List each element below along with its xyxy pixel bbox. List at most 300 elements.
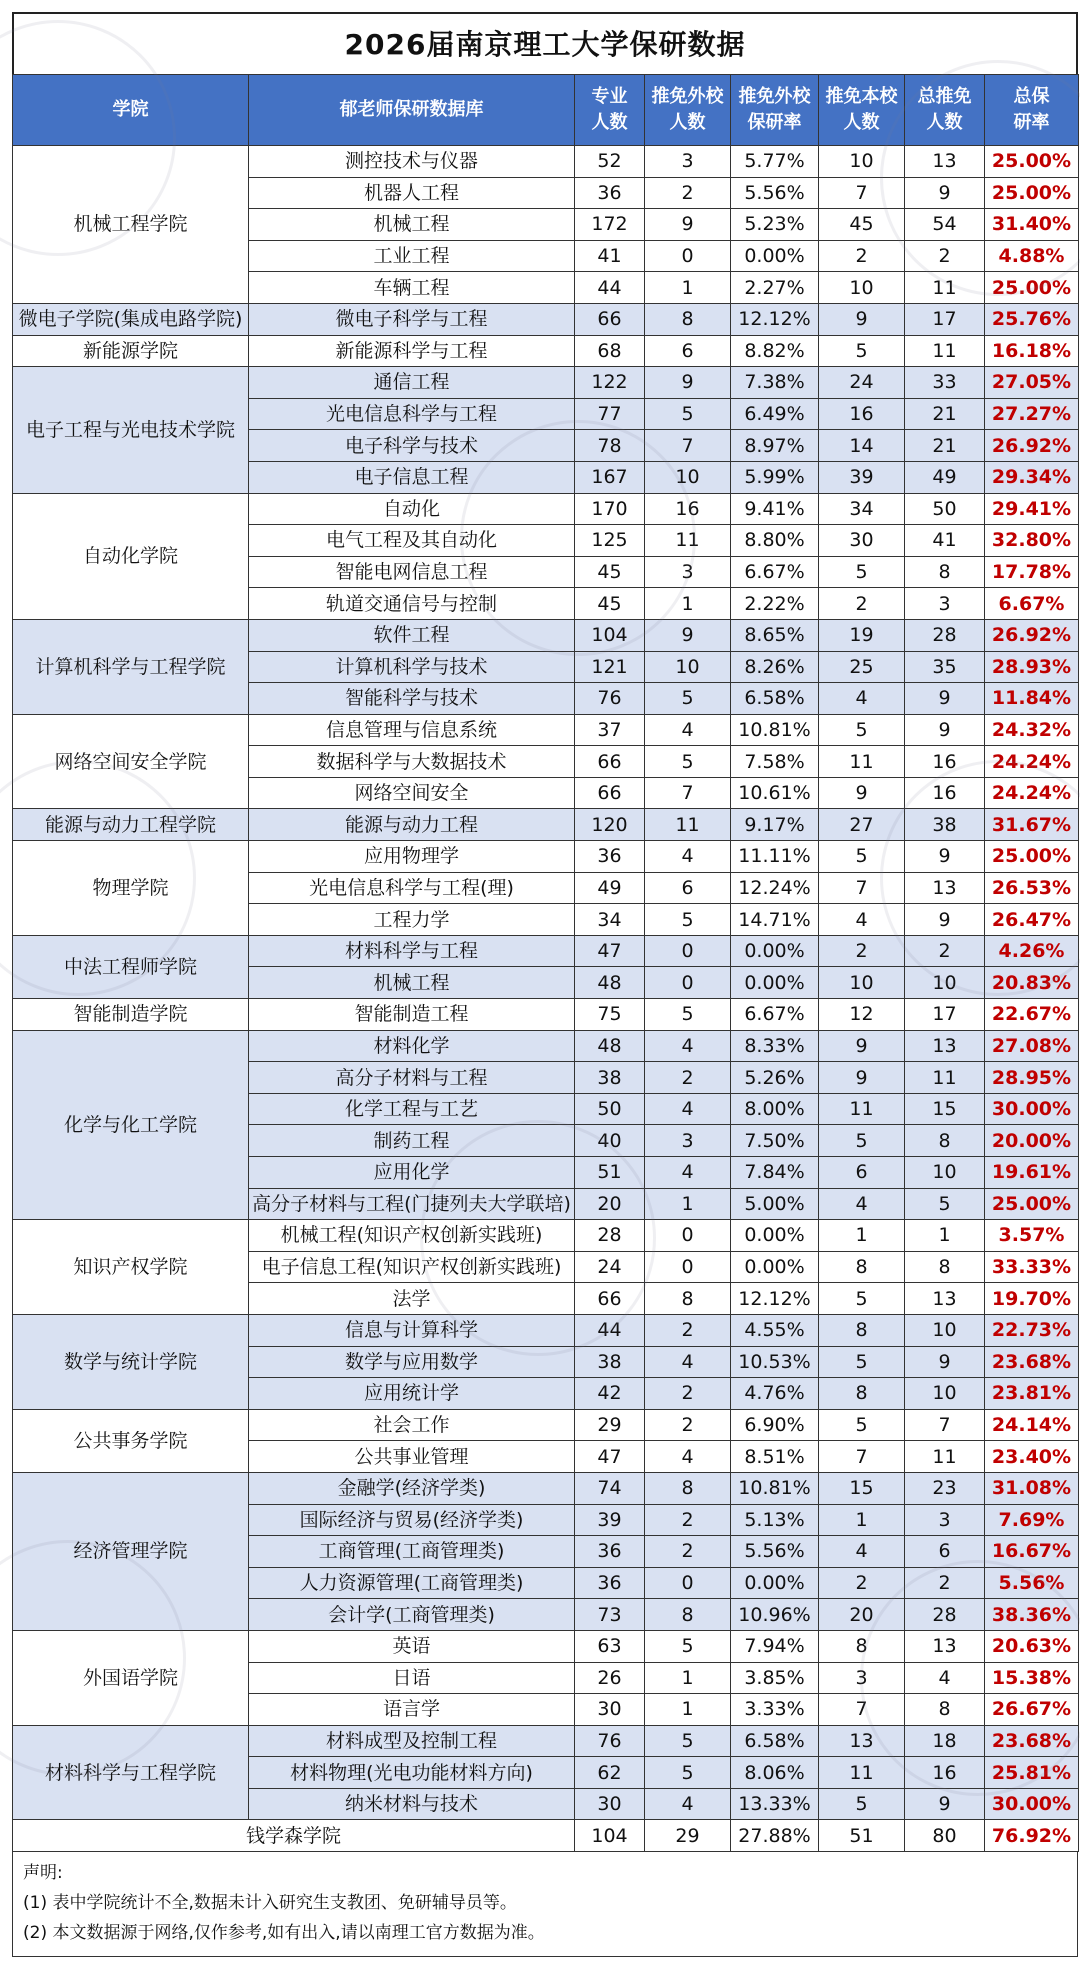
value-cell: 30 [575,1788,645,1820]
college-cell: 物理学院 [13,841,249,936]
value-cell: 37 [575,714,645,746]
major-cell: 国际经济与贸易(经济学类) [249,1504,575,1536]
column-header-4 [645,75,731,146]
major-cell: 网络空间安全 [249,777,575,809]
college-cell: 能源与动力工程学院 [13,809,249,841]
column-header-line: 学院 [112,99,149,120]
value-cell: 19 [819,619,905,651]
column-header-line: 人数 [591,112,628,133]
value-cell: 16 [905,746,985,778]
total-rate-cell: 20.83% [985,967,1079,999]
college-cell: 微电子学院(集成电路学院) [13,303,249,335]
value-cell: 7 [819,1694,905,1726]
value-cell: 9 [819,303,905,335]
major-cell: 电气工程及其自动化 [249,525,575,557]
value-cell: 4.55% [731,1314,819,1346]
value-cell: 38 [575,1346,645,1378]
value-cell: 5.56% [731,177,819,209]
value-cell: 0 [645,967,731,999]
value-cell: 54 [905,209,985,241]
value-cell: 1 [645,1694,731,1726]
value-cell: 167 [575,461,645,493]
value-cell: 38 [575,1062,645,1094]
total-rate-cell: 31.67% [985,809,1079,841]
value-cell: 9 [819,1030,905,1062]
value-cell: 5.26% [731,1062,819,1094]
value-cell: 9 [645,619,731,651]
total-rate-cell: 24.24% [985,746,1079,778]
value-cell: 47 [575,1441,645,1473]
value-cell: 27.88% [731,1820,819,1852]
value-cell: 9 [905,1788,985,1820]
value-cell: 20 [575,1188,645,1220]
value-cell: 4 [645,1030,731,1062]
data-table [12,74,1079,1852]
value-cell: 6 [645,335,731,367]
header-row [13,75,1079,146]
value-cell: 5 [645,746,731,778]
value-cell: 170 [575,493,645,525]
value-cell: 49 [575,872,645,904]
total-rate-cell: 76.92% [985,1820,1079,1852]
value-cell: 39 [819,461,905,493]
total-rate-cell: 24.32% [985,714,1079,746]
value-cell: 5 [819,335,905,367]
value-cell: 29 [645,1820,731,1852]
total-rate-cell: 15.38% [985,1662,1079,1694]
value-cell: 75 [575,999,645,1031]
major-cell: 会计学(工商管理类) [249,1599,575,1631]
value-cell: 5.23% [731,209,819,241]
table-row [13,714,1079,746]
column-header-line: 推免外校 [738,86,811,107]
value-cell: 4 [905,1662,985,1694]
table-row [13,1314,1079,1346]
total-rate-cell: 4.26% [985,935,1079,967]
major-cell: 数据科学与大数据技术 [249,746,575,778]
table-row [13,1472,1079,1504]
table-row [13,935,1079,967]
value-cell: 5 [645,999,731,1031]
value-cell: 8 [645,303,731,335]
value-cell: 29 [575,1409,645,1441]
value-cell: 11 [905,1062,985,1094]
column-header-1 [13,75,249,146]
value-cell: 7 [819,177,905,209]
value-cell: 9 [819,777,905,809]
value-cell: 4 [645,714,731,746]
value-cell: 12.24% [731,872,819,904]
total-rate-cell: 31.08% [985,1472,1079,1504]
total-rate-cell: 27.08% [985,1030,1079,1062]
value-cell: 6.67% [731,556,819,588]
value-cell: 66 [575,777,645,809]
column-header-8 [985,75,1079,146]
major-cell: 机械工程 [249,209,575,241]
total-rate-cell: 19.70% [985,1283,1079,1315]
column-header-2 [249,75,575,146]
value-cell: 8.06% [731,1757,819,1789]
value-cell: 7 [905,1409,985,1441]
value-cell: 5 [819,1346,905,1378]
value-cell: 4.76% [731,1378,819,1410]
value-cell: 34 [819,493,905,525]
value-cell: 9.17% [731,809,819,841]
value-cell: 8 [905,1694,985,1726]
table-row [13,1630,1079,1662]
table-row [13,999,1079,1031]
value-cell: 10 [645,651,731,683]
major-cell: 英语 [249,1630,575,1662]
value-cell: 49 [905,461,985,493]
major-cell: 应用化学 [249,1157,575,1189]
value-cell: 3 [905,588,985,620]
value-cell: 7.84% [731,1157,819,1189]
value-cell: 34 [575,904,645,936]
table-row [13,146,1079,178]
college-cell: 公共事务学院 [13,1409,249,1472]
value-cell: 3 [645,556,731,588]
value-cell: 2 [905,240,985,272]
value-cell: 10 [819,272,905,304]
value-cell: 36 [575,1536,645,1568]
value-cell: 48 [575,967,645,999]
total-rate-cell: 22.73% [985,1314,1079,1346]
total-rate-cell: 19.61% [985,1157,1079,1189]
value-cell: 1 [645,1662,731,1694]
value-cell: 10 [819,967,905,999]
value-cell: 13 [905,146,985,178]
total-rate-cell: 25.81% [985,1757,1079,1789]
total-rate-cell: 23.68% [985,1725,1079,1757]
value-cell: 1 [645,588,731,620]
major-cell: 纳米材料与技术 [249,1788,575,1820]
value-cell: 6.49% [731,398,819,430]
college-cell: 钱学森学院 [13,1820,575,1852]
value-cell: 17 [905,999,985,1031]
total-rate-cell: 30.00% [985,1093,1079,1125]
major-cell: 能源与动力工程 [249,809,575,841]
value-cell: 9 [645,209,731,241]
total-rate-cell: 23.81% [985,1378,1079,1410]
value-cell: 76 [575,1725,645,1757]
value-cell: 5.13% [731,1504,819,1536]
major-cell: 应用统计学 [249,1378,575,1410]
value-cell: 5.77% [731,146,819,178]
value-cell: 0 [645,1220,731,1252]
college-cell: 计算机科学与工程学院 [13,619,249,714]
value-cell: 74 [575,1472,645,1504]
table-row [13,367,1079,399]
column-header-line: 总保 [1013,86,1050,107]
value-cell: 13.33% [731,1788,819,1820]
major-cell: 机械工程 [249,967,575,999]
major-cell: 高分子材料与工程 [249,1062,575,1094]
value-cell: 8 [905,1125,985,1157]
value-cell: 44 [575,1314,645,1346]
value-cell: 2 [819,935,905,967]
value-cell: 2.22% [731,588,819,620]
major-cell: 车辆工程 [249,272,575,304]
value-cell: 8 [645,1599,731,1631]
value-cell: 104 [575,619,645,651]
value-cell: 8 [819,1630,905,1662]
value-cell: 11 [819,746,905,778]
value-cell: 0 [645,1251,731,1283]
value-cell: 11 [819,1757,905,1789]
value-cell: 62 [575,1757,645,1789]
value-cell: 5.99% [731,461,819,493]
value-cell: 12.12% [731,303,819,335]
value-cell: 5 [645,398,731,430]
total-rate-cell: 31.40% [985,209,1079,241]
value-cell: 4 [645,1788,731,1820]
value-cell: 13 [819,1725,905,1757]
major-cell: 材料成型及控制工程 [249,1725,575,1757]
total-rate-cell: 7.69% [985,1504,1079,1536]
college-cell: 中法工程师学院 [13,935,249,998]
table-row [13,1220,1079,1252]
major-cell: 自动化 [249,493,575,525]
value-cell: 28 [575,1220,645,1252]
value-cell: 20 [819,1599,905,1631]
college-cell: 经济管理学院 [13,1472,249,1630]
value-cell: 5 [645,1630,731,1662]
value-cell: 121 [575,651,645,683]
total-rate-cell: 25.00% [985,146,1079,178]
total-rate-cell: 20.00% [985,1125,1079,1157]
major-cell: 日语 [249,1662,575,1694]
value-cell: 36 [575,177,645,209]
value-cell: 78 [575,430,645,462]
value-cell: 7 [645,777,731,809]
value-cell: 66 [575,303,645,335]
value-cell: 10.81% [731,1472,819,1504]
value-cell: 2 [645,1409,731,1441]
major-cell: 工商管理(工商管理类) [249,1536,575,1568]
note-item-1: (1) 表中学院统计不全,数据未计入研究生支教团、免研辅导员等。 [23,1893,517,1914]
value-cell: 1 [905,1220,985,1252]
value-cell: 14 [819,430,905,462]
major-cell: 信息管理与信息系统 [249,714,575,746]
page-title: 2026届南京理工大学保研数据 [12,12,1078,74]
value-cell: 4 [645,1157,731,1189]
value-cell: 21 [905,398,985,430]
value-cell: 4 [645,841,731,873]
value-cell: 11 [905,272,985,304]
value-cell: 10.81% [731,714,819,746]
value-cell: 5 [645,1757,731,1789]
table-row [13,493,1079,525]
value-cell: 4 [819,683,905,715]
value-cell: 8.00% [731,1093,819,1125]
value-cell: 16 [645,493,731,525]
total-rate-cell: 33.33% [985,1251,1079,1283]
value-cell: 2 [645,1378,731,1410]
value-cell: 4 [819,904,905,936]
value-cell: 76 [575,683,645,715]
value-cell: 8.97% [731,430,819,462]
value-cell: 2.27% [731,272,819,304]
total-rate-cell: 25.00% [985,272,1079,304]
value-cell: 52 [575,146,645,178]
major-cell: 金融学(经济学类) [249,1472,575,1504]
table-row [13,1820,1079,1852]
value-cell: 1 [819,1504,905,1536]
value-cell: 13 [905,872,985,904]
value-cell: 45 [819,209,905,241]
major-cell: 光电信息科学与工程 [249,398,575,430]
value-cell: 9.41% [731,493,819,525]
table-row [13,1725,1079,1757]
value-cell: 8.80% [731,525,819,557]
major-cell: 新能源科学与工程 [249,335,575,367]
total-rate-cell: 22.67% [985,999,1079,1031]
major-cell: 测控技术与仪器 [249,146,575,178]
value-cell: 9 [645,367,731,399]
total-rate-cell: 32.80% [985,525,1079,557]
total-rate-cell: 23.40% [985,1441,1079,1473]
college-cell: 自动化学院 [13,493,249,619]
value-cell: 8 [905,1251,985,1283]
value-cell: 5 [819,556,905,588]
major-cell: 机械工程(知识产权创新实践班) [249,1220,575,1252]
value-cell: 36 [575,1567,645,1599]
college-cell: 材料科学与工程学院 [13,1725,249,1820]
major-cell: 智能电网信息工程 [249,556,575,588]
value-cell: 5 [819,841,905,873]
value-cell: 6 [905,1536,985,1568]
college-cell: 化学与化工学院 [13,1030,249,1220]
total-rate-cell: 4.88% [985,240,1079,272]
college-cell: 数学与统计学院 [13,1314,249,1409]
value-cell: 9 [905,177,985,209]
value-cell: 33 [905,367,985,399]
value-cell: 66 [575,1283,645,1315]
value-cell: 2 [645,1314,731,1346]
total-rate-cell: 26.53% [985,872,1079,904]
major-cell: 微电子科学与工程 [249,303,575,335]
value-cell: 104 [575,1820,645,1852]
value-cell: 40 [575,1125,645,1157]
value-cell: 2 [905,935,985,967]
value-cell: 5.00% [731,1188,819,1220]
value-cell: 5 [819,1125,905,1157]
college-cell: 电子工程与光电技术学院 [13,367,249,493]
value-cell: 4 [819,1188,905,1220]
value-cell: 0.00% [731,1220,819,1252]
value-cell: 16 [905,777,985,809]
value-cell: 3 [905,1504,985,1536]
table-row [13,1030,1079,1062]
notes-heading: 声明: [23,1863,63,1884]
column-header-line: 研率 [1013,112,1050,133]
table-row [13,809,1079,841]
major-cell: 法学 [249,1283,575,1315]
value-cell: 6 [645,872,731,904]
column-header-7 [905,75,985,146]
value-cell: 50 [905,493,985,525]
value-cell: 39 [575,1504,645,1536]
major-cell: 智能科学与技术 [249,683,575,715]
column-header-5 [731,75,819,146]
major-cell: 智能制造工程 [249,999,575,1031]
value-cell: 120 [575,809,645,841]
total-rate-cell: 38.36% [985,1599,1079,1631]
value-cell: 2 [645,1504,731,1536]
column-header-line: 专业 [591,86,628,107]
total-rate-cell: 3.57% [985,1220,1079,1252]
major-cell: 机器人工程 [249,177,575,209]
value-cell: 11.11% [731,841,819,873]
value-cell: 8.51% [731,1441,819,1473]
major-cell: 软件工程 [249,619,575,651]
value-cell: 2 [905,1567,985,1599]
document [12,12,1078,1957]
table-body [13,146,1079,1852]
value-cell: 0 [645,240,731,272]
value-cell: 28 [905,1599,985,1631]
value-cell: 0.00% [731,967,819,999]
value-cell: 7.94% [731,1630,819,1662]
value-cell: 9 [905,904,985,936]
major-cell: 语言学 [249,1694,575,1726]
value-cell: 6.58% [731,1725,819,1757]
value-cell: 66 [575,746,645,778]
column-header-line: 保研率 [747,112,802,133]
value-cell: 5 [819,1283,905,1315]
major-cell: 社会工作 [249,1409,575,1441]
value-cell: 7 [645,430,731,462]
value-cell: 9 [905,714,985,746]
value-cell: 21 [905,430,985,462]
value-cell: 5 [645,1725,731,1757]
value-cell: 9 [905,1346,985,1378]
value-cell: 48 [575,1030,645,1062]
college-cell: 外国语学院 [13,1630,249,1725]
value-cell: 7 [819,1441,905,1473]
major-cell: 通信工程 [249,367,575,399]
value-cell: 15 [905,1093,985,1125]
total-rate-cell: 27.05% [985,367,1079,399]
value-cell: 0.00% [731,935,819,967]
column-header-line: 推免外校 [651,86,724,107]
value-cell: 2 [645,1536,731,1568]
value-cell: 8.65% [731,619,819,651]
value-cell: 0.00% [731,1251,819,1283]
value-cell: 10.61% [731,777,819,809]
value-cell: 13 [905,1630,985,1662]
value-cell: 7.38% [731,367,819,399]
total-rate-cell: 30.00% [985,1788,1079,1820]
value-cell: 26 [575,1662,645,1694]
total-rate-cell: 29.34% [985,461,1079,493]
value-cell: 4 [645,1346,731,1378]
column-header-line: 人数 [669,112,706,133]
total-rate-cell: 29.41% [985,493,1079,525]
notes [12,1852,1078,1957]
value-cell: 80 [905,1820,985,1852]
major-cell: 应用物理学 [249,841,575,873]
value-cell: 10 [645,461,731,493]
value-cell: 16 [905,1757,985,1789]
value-cell: 10 [905,1314,985,1346]
value-cell: 1 [645,272,731,304]
value-cell: 13 [905,1030,985,1062]
value-cell: 17 [905,303,985,335]
value-cell: 0 [645,1567,731,1599]
value-cell: 9 [819,1062,905,1094]
